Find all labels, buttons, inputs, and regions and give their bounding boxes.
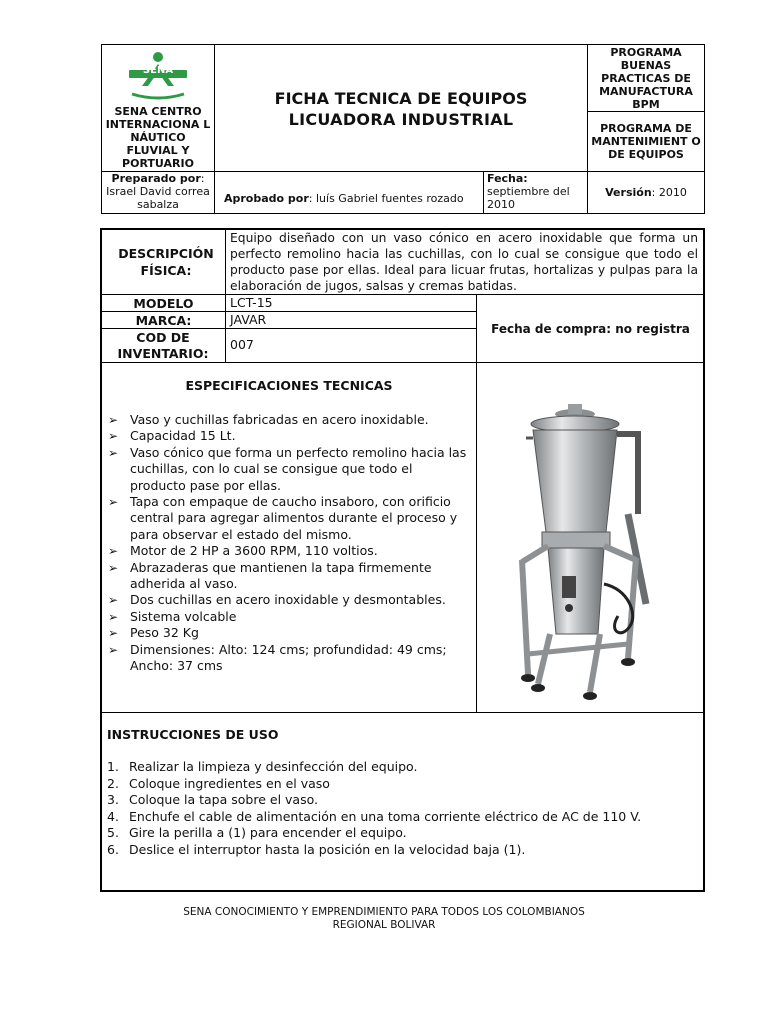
spec-item xyxy=(108,625,472,641)
arrow-bullet-icon: ➢ xyxy=(108,560,119,575)
spec-item-text: Vaso cónico que forma un perfecto remolino hacia las cuchillas, con lo cual se consigue que todo el producto pase por ellas. xyxy=(130,444,467,493)
spec-item-text: Peso 32 Kg xyxy=(130,625,199,641)
arrow-bullet-icon: ➢ xyxy=(108,609,119,624)
doc-subtitle: LICUADORA INDUSTRIAL xyxy=(288,109,514,129)
prepared-by-cell xyxy=(102,172,214,213)
spec-item xyxy=(108,445,472,494)
instruction-number: 1. xyxy=(107,759,119,774)
arrow-bullet-icon: ➢ xyxy=(108,544,119,559)
date-label: Fecha: xyxy=(487,172,528,185)
version-value: : 2010 xyxy=(651,186,687,199)
model-value: LCT-15 xyxy=(230,295,273,310)
instruction-number: 3. xyxy=(107,792,119,808)
doc-title: FICHA TECNICA DE EQUIPOS xyxy=(274,88,528,108)
instructions-title: INSTRUCCIONES DE USO xyxy=(107,727,279,742)
prepared-by-name: Israel David correa sabalza xyxy=(106,185,210,211)
blender-image xyxy=(478,364,704,712)
industrial-blender-icon xyxy=(478,364,704,712)
spec-item xyxy=(108,428,472,444)
date-value: septiembre del 2010 xyxy=(487,185,570,211)
prepared-by-label: Preparado por xyxy=(111,172,201,185)
org-name: SENA CENTRO INTERNACIONA L NÁUTICO FLUVIAL Y PORTUARIO xyxy=(105,104,211,170)
inventory-value: 007 xyxy=(230,337,254,352)
spec-item xyxy=(108,642,472,675)
spec-item xyxy=(108,609,472,625)
approved-by-cell xyxy=(224,192,482,208)
description-text: Equipo diseñado con un vaso cónico en acero inoxidable que forma un perfecto remolino hacia las cuchillas, con lo cual se consigue que todo el producto pase por ellas. Ideal para licuar frutas, hortalizas y pulpas para la elaboración de jugos, salsas y cremas batidas. xyxy=(230,231,698,293)
footer-line2: REGIONAL BOLIVAR xyxy=(332,919,436,931)
arrow-bullet-icon: ➢ xyxy=(108,429,119,444)
instruction-item xyxy=(107,776,697,793)
sena-logo-text: SENA xyxy=(142,64,174,76)
footer-line1: SENA CONOCIMIENTO Y EMPRENDIMIENTO PARA TODOS LOS COLOMBIANOS xyxy=(183,906,585,918)
instructions-list-container xyxy=(107,759,697,869)
instructions-list xyxy=(107,759,697,859)
instruction-text: Gire la perilla a (1) para encender el equipo. xyxy=(129,825,407,841)
spec-item-text: Tapa con empaque de caucho insaboro, con orificio central para agregar alimentos durante el proceso y para observar el estado del mismo. xyxy=(130,494,458,542)
spec-item-text: Motor de 2 HP a 3600 RPM, 110 voltios. xyxy=(130,543,378,559)
brand-value: JAVAR xyxy=(230,312,267,327)
program-maintenance: PROGRAMA DE MANTENIMIENT O DE EQUIPOS xyxy=(591,122,701,161)
approved-by-label: Aprobado por xyxy=(224,192,309,205)
instruction-text: Enchufe el cable de alimentación en una toma corriente eléctrico de AC de 110 V. xyxy=(129,808,642,824)
brand-label: MARCA: xyxy=(135,312,192,328)
spec-item xyxy=(108,560,472,593)
instruction-number: 6. xyxy=(107,841,119,857)
arrow-bullet-icon: ➢ xyxy=(108,642,119,657)
spec-item-text: Abrazaderas que mantienen la tapa firmemente adherida al vaso. xyxy=(130,559,432,592)
arrow-bullet-icon: ➢ xyxy=(108,413,119,427)
spec-item xyxy=(108,543,472,559)
prepared-by-colon: : xyxy=(200,172,205,185)
spec-item xyxy=(108,494,472,543)
instruction-number: 4. xyxy=(107,808,119,824)
description-label: DESCRIPCIÓN FÍSICA: xyxy=(118,246,214,278)
arrow-bullet-icon: ➢ xyxy=(108,626,119,641)
instruction-item xyxy=(107,792,697,809)
instruction-number: 2. xyxy=(107,775,119,791)
instruction-text: Deslice el interruptor hasta la posición en la velocidad baja (1). xyxy=(129,841,526,857)
arrow-bullet-icon: ➢ xyxy=(108,593,119,608)
instruction-number: 5. xyxy=(107,825,119,841)
approved-by-value: : luís Gabriel fuentes rozado xyxy=(308,192,464,205)
spec-item-text: Dos cuchillas en acero inoxidable y desmontables. xyxy=(130,592,446,608)
model-label: MODELO xyxy=(133,295,194,311)
program-bpm: PROGRAMA BUENAS PRACTICAS DE MANUFACTURA BPM xyxy=(599,45,693,111)
specs-list-container xyxy=(108,412,472,702)
purchase-date: Fecha de compra: no registra xyxy=(491,321,690,336)
instruction-item xyxy=(107,809,697,826)
date-cell xyxy=(487,172,585,213)
specs-title: ESPECIFICACIONES TECNICAS xyxy=(185,377,393,393)
version-cell xyxy=(588,172,704,213)
instruction-item xyxy=(107,842,697,859)
instruction-item xyxy=(107,759,697,776)
sena-logo xyxy=(128,50,188,105)
version-label: Versión xyxy=(605,186,652,199)
inventory-label: COD DE INVENTARIO: xyxy=(117,329,209,361)
instruction-text: Coloque la tapa sobre el vaso. xyxy=(129,792,318,808)
spec-item-text: Sistema volcable xyxy=(130,608,237,624)
spec-item-text: Vaso y cuchillas fabricadas en acero inoxidable. xyxy=(130,412,429,427)
instruction-text: Realizar la limpieza y desinfección del equipo. xyxy=(129,759,418,774)
instruction-item xyxy=(107,825,697,842)
spec-item xyxy=(108,412,472,428)
instruction-text: Coloque ingredientes en el vaso xyxy=(129,775,330,791)
spec-item xyxy=(108,592,472,608)
specs-list xyxy=(108,412,472,675)
spec-item-text: Capacidad 15 Lt. xyxy=(130,428,236,444)
arrow-bullet-icon: ➢ xyxy=(108,495,119,510)
arrow-bullet-icon: ➢ xyxy=(108,445,119,460)
sena-logo-icon xyxy=(128,50,188,105)
spec-item-text: Dimensiones: Alto: 124 cms; profundidad: 49 cms; Ancho: 37 cms xyxy=(130,641,447,674)
